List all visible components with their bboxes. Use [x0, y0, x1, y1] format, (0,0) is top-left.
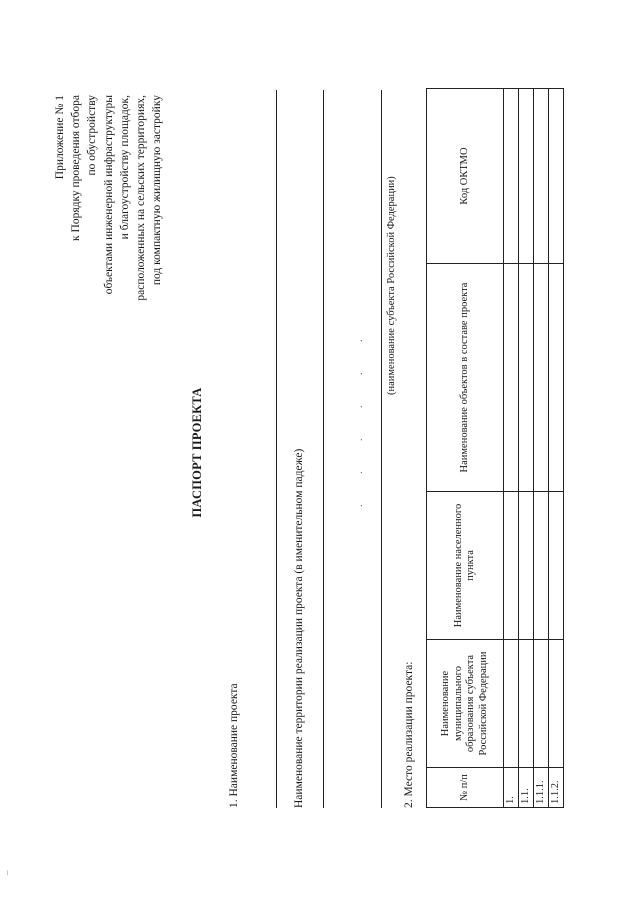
appendix-line: к Порядку проведения отбора — [70, 95, 83, 241]
territory-label: Наименование территории реализации проекта (в именительном падеже) — [293, 448, 305, 808]
appendix-line: по обустройству — [86, 95, 99, 176]
column-header-settlement: Наименование населенного пункта — [427, 492, 504, 640]
row-objects — [519, 264, 534, 492]
row-objects — [534, 264, 549, 492]
appendix-line: и благоустройству площадок, — [118, 95, 131, 240]
row-settlement — [504, 492, 519, 640]
scan-mark: – — [2, 870, 12, 875]
row-oktmo — [504, 89, 519, 264]
territory-underline — [323, 90, 324, 808]
column-header-number: № п/п — [427, 768, 504, 808]
column-header-objects: Наименование объектов в составе проекта — [427, 264, 504, 492]
appendix-line: под компактную жилищную застройку — [151, 95, 164, 286]
column-header-oktmo: Код ОКТМО — [427, 89, 504, 264]
fill-dots: . . . . . . — [354, 325, 365, 507]
row-settlement — [519, 492, 534, 640]
page-title: ПАСПОРТ ПРОЕКТА — [190, 387, 204, 518]
section2-label: 2. Место реализации проекта: — [403, 661, 415, 808]
section1-label: 1. Наименование проекта — [228, 683, 240, 808]
row-municipality — [534, 640, 549, 768]
row-objects — [549, 264, 564, 492]
table-row — [504, 89, 519, 808]
appendix-line: Приложение № 1 — [54, 95, 66, 180]
table-row — [549, 89, 564, 808]
row-number: 1. — [504, 768, 519, 808]
row-municipality — [504, 640, 519, 768]
appendix-line: расположенных на сельских территориях, — [135, 95, 148, 301]
row-municipality — [549, 640, 564, 768]
column-header-municipality: Наименование муниципального образования субъекта Российской Федерации — [427, 640, 504, 768]
region-underline — [381, 90, 382, 808]
project-location-table — [426, 88, 564, 808]
row-number: 1.1. — [519, 768, 534, 808]
row-oktmo — [549, 89, 564, 264]
row-municipality — [519, 640, 534, 768]
row-oktmo — [519, 89, 534, 264]
row-oktmo — [534, 89, 549, 264]
table-row — [519, 89, 534, 808]
row-settlement — [534, 492, 549, 640]
row-number: 1.1.2. — [549, 768, 564, 808]
table-row — [534, 89, 549, 808]
appendix-line: объектами инженерной инфраструктуры — [102, 95, 115, 295]
table-header-row — [427, 89, 504, 808]
row-number: 1.1.1. — [534, 768, 549, 808]
region-caption: (наименование субъекта Российской Федерации) — [386, 176, 397, 395]
row-objects — [504, 264, 519, 492]
section1-underline — [276, 90, 277, 808]
row-settlement — [549, 492, 564, 640]
appendix-block — [52, 95, 165, 515]
